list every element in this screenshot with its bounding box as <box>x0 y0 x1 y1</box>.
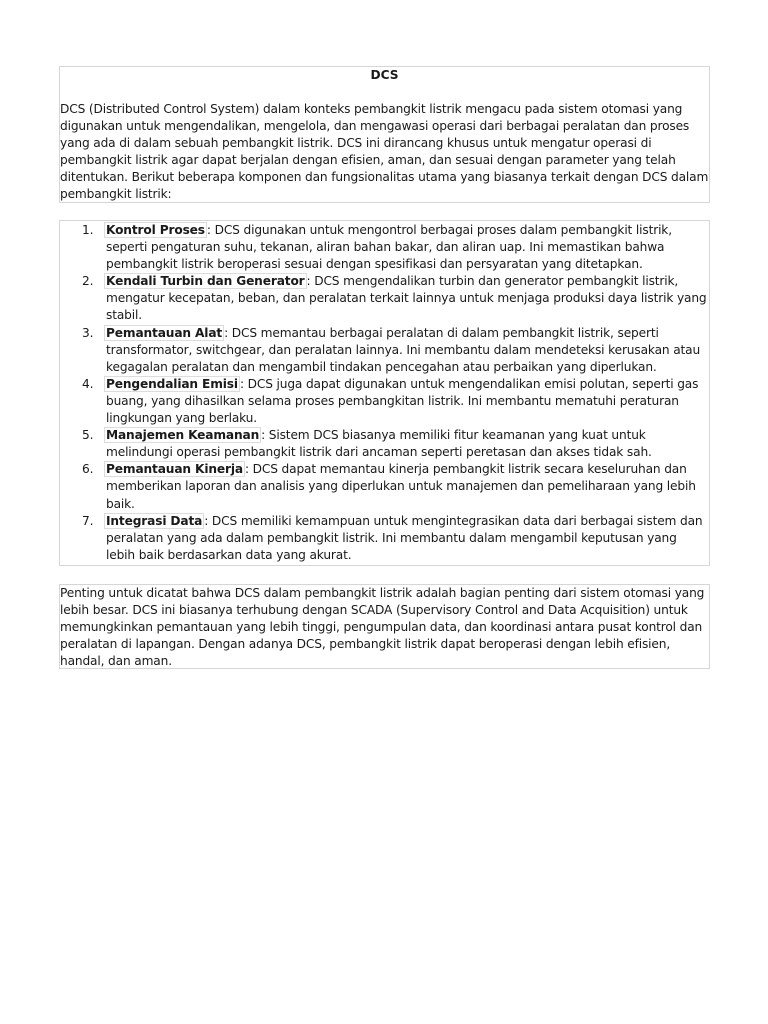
closing-section <box>59 584 710 669</box>
list-item-number: 3. <box>82 325 94 340</box>
list-item <box>60 273 709 324</box>
components-list <box>60 222 709 564</box>
list-item <box>60 427 709 461</box>
list-item-number: 2. <box>82 274 94 289</box>
list-item <box>60 325 709 376</box>
list-item <box>60 376 709 427</box>
list-item-text: : DCS memantau berbagai peralatan di dalam pembangkit listrik, seperti transformator, switchgear, dan peralatan lainnya. Ini membantu dalam mendeteksi kerusakan atau kegagalan peralatan dan mengambil tindakan pencegahan atau perbaikan yang diperlukan. <box>106 325 701 374</box>
list-item-text: : DCS mengendalikan turbin dan generator pembangkit listrik, mengatur kecepatan, beban, dan peralatan terkait lainnya untuk menjaga produksi daya listrik yang stabil. <box>106 274 707 323</box>
list-item-number: 6. <box>82 462 94 477</box>
closing-paragraph: Penting untuk dicatat bahwa DCS dalam pembangkit listrik adalah bagian penting dari sistem otomasi yang lebih besar. DCS ini biasanya terhubung dengan SCADA (Supervisory Control and Data Acquisition) untuk memungkinkan pemantauan yang lebih tinggi, pengumpulan data, dan koordinasi antara pusat kontrol dan peralatan di lapangan. Dengan adanya DCS, pembangkit listrik dapat beroperasi dengan lebih efisien, handal, dan aman. <box>60 586 705 669</box>
intro-section <box>59 66 710 203</box>
list-item-text: : DCS juga dapat digunakan untuk mengendalikan emisi polutan, seperti gas buang, yang dihasilkan selama proses pembangkitan listrik. Ini membantu mematuhi peraturan lingkungan yang berlaku. <box>106 376 699 426</box>
list-item-term: Manajemen Keamanan <box>106 428 260 443</box>
list-item <box>60 513 709 564</box>
list-item-term: Pemantauan Kinerja <box>106 462 243 477</box>
list-item-number: 7. <box>82 513 94 528</box>
intro-paragraph: DCS (Distributed Control System) dalam konteks pembangkit listrik mengacu pada sistem otomasi yang digunakan untuk mengendalikan, mengelola, dan mengawasi operasi dari berbagai peralatan dan proses yang ada di dalam sebuah pembangkit listrik. DCS ini dirancang khusus untuk mengatur operasi di pembangkit listrik agar dapat berjalan dengan efisien, aman, dan sesuai dengan parameter yang telah ditentukan. Berikut beberapa komponen dan fungsionalitas utama yang biasanya terkait dengan DCS dalam pembangkit listrik: <box>60 102 709 202</box>
list-item-term: Kontrol Proses <box>106 223 205 237</box>
list-item-text: : Sistem DCS biasanya memiliki fitur keamanan yang kuat untuk melindungi operasi pembangkit listrik dari ancaman seperti peretasan dan akses tidak sah. <box>106 428 652 460</box>
list-item-text: : DCS dapat memantau kinerja pembangkit listrik secara keseluruhan dan memberikan laporan dan analisis yang diperlukan untuk manajemen dan pemeliharaan yang lebih baik. <box>106 462 696 511</box>
components-list-section <box>59 220 710 566</box>
list-item-term: Kendali Turbin dan Generator <box>106 274 305 289</box>
list-item-term: Pemantauan Alat <box>106 325 223 340</box>
list-item-term: Integrasi Data <box>106 513 203 528</box>
list-item-text: : DCS memiliki kemampuan untuk mengintegrasikan data dari berbagai sistem dan peralatan yang ada dalam pembangkit listrik. Ini membantu dalam mengambil keputusan yang lebih baik berdasarkan data yang akurat. <box>106 513 703 562</box>
list-item <box>60 222 709 273</box>
list-item-number: 4. <box>82 376 94 391</box>
list-item-term: Pengendalian Emisi <box>106 376 238 391</box>
list-item <box>60 461 709 512</box>
list-item-text: : DCS digunakan untuk mengontrol berbagai proses dalam pembangkit listrik, seperti pengaturan suhu, tekanan, aliran bahan bakar, dan aliran uap. Ini memastikan bahwa pembangkit listrik beroperasi sesuai dengan spesifikasi dan persyaratan yang ditetapkan. <box>106 223 672 272</box>
document-title: DCS <box>370 68 399 82</box>
list-item-number: 5. <box>82 428 94 443</box>
list-item-number: 1. <box>82 223 94 237</box>
